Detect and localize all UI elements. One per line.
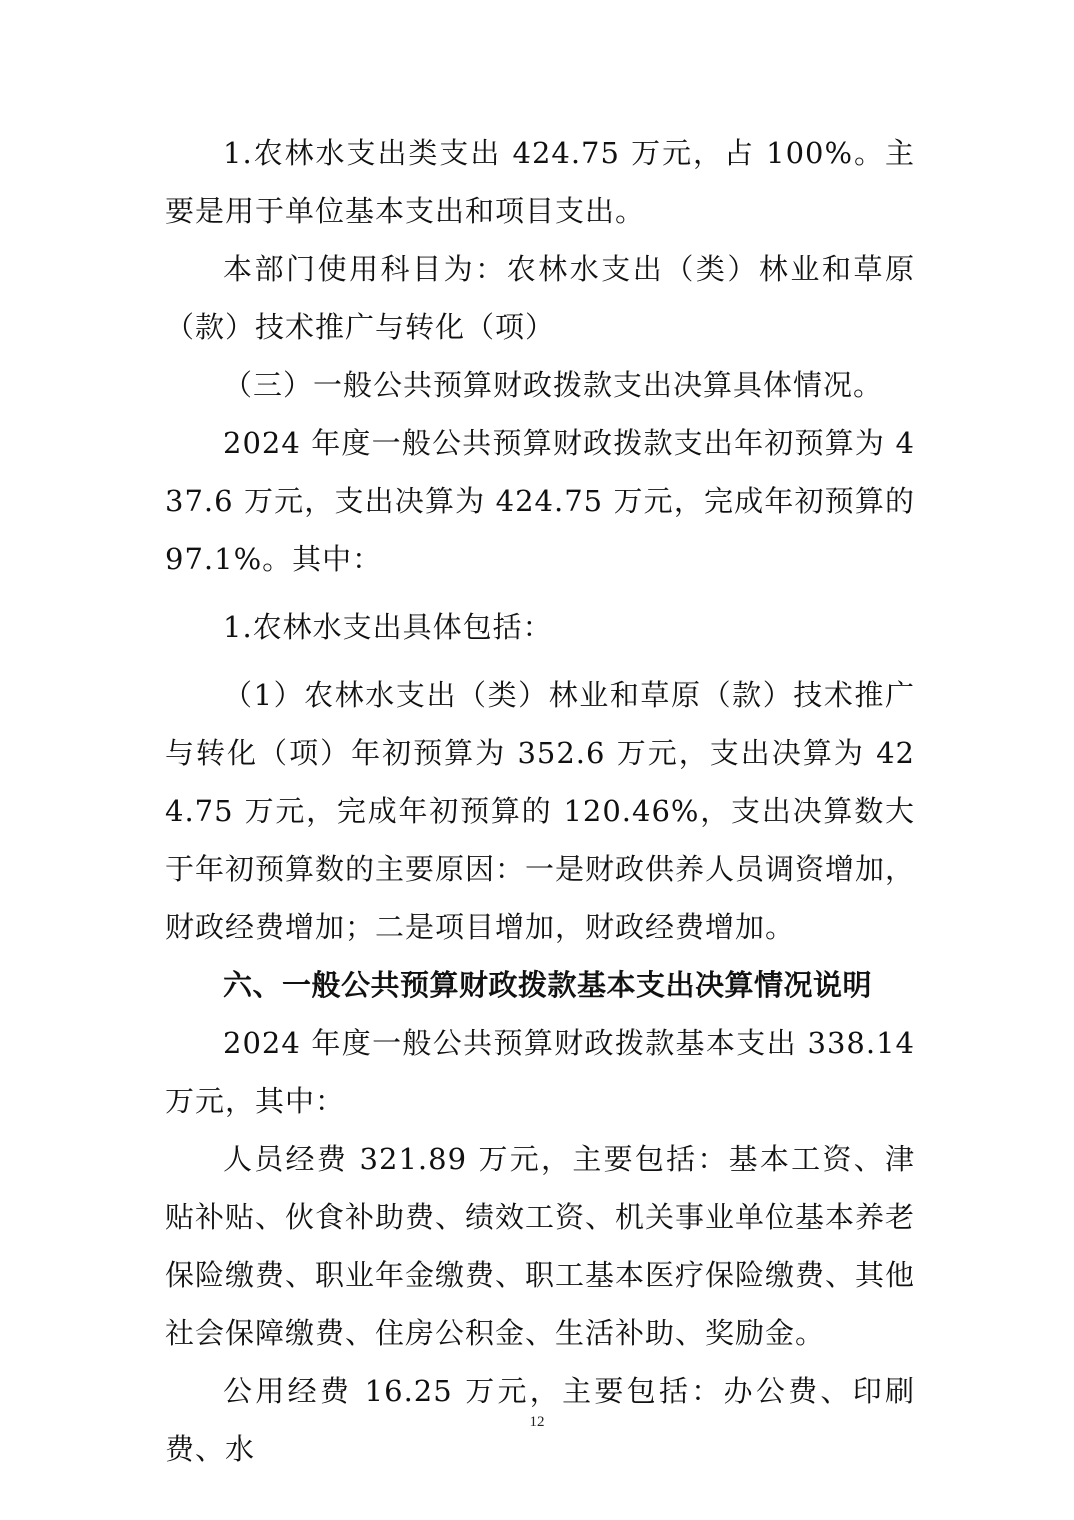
paragraph-subject-used: 本部门使用科目为：农林水支出（类）林业和草原（款）技术推广与转化（项）: [165, 252, 915, 344]
spacer: [165, 656, 915, 666]
paragraph-budget-summary: 2024 年度一般公共预算财政拨款支出年初预算为 437.6 万元，支出决算为 424.75 万元，完成年初预算的 97.1%。其中：: [165, 426, 915, 576]
paragraph-agriculture-expenditure: 1.农林水支出类支出 424.75 万元，占 100%。主要是用于单位基本支出和项目支出。: [165, 136, 915, 228]
paragraph-public-expenses: 公用经费 16.25 万元，主要包括：办公费、印刷费、水: [165, 1374, 915, 1466]
section-heading-six: 六、一般公共预算财政拨款基本支出决算情况说明: [223, 968, 873, 1002]
page-number: 12: [529, 1414, 545, 1430]
section-heading-three: （三）一般公共预算财政拨款支出决算具体情况。: [223, 368, 884, 402]
paragraph-personnel-expenses: 人员经费 321.89 万元，主要包括：基本工资、津贴补贴、伙食补助费、绩效工资、机关事业单位基本养老保险缴费、职业年金缴费、职工基本医疗保险缴费、其他社会保障缴费、住房公积金、生活补助、奖励金。: [165, 1142, 916, 1350]
paragraph-basic-expenditure: 2024 年度一般公共预算财政拨款基本支出 338.14 万元，其中：: [165, 1026, 915, 1118]
paragraph-item-one: （1）农林水支出（类）林业和草原（款）技术推广与转化（项）年初预算为 352.6 万元，支出决算为 424.75 万元，完成年初预算的 120.46%，支出决算数大于年初预算数的主要原因：一是财政供养人员调资增加，财政经费增加；二是项目增加，财政经费增加。: [165, 678, 916, 944]
paragraph-agriculture-details-intro: 1.农林水支出具体包括：: [223, 610, 553, 644]
body-text: [165, 124, 915, 1478]
spacer: [165, 588, 915, 598]
